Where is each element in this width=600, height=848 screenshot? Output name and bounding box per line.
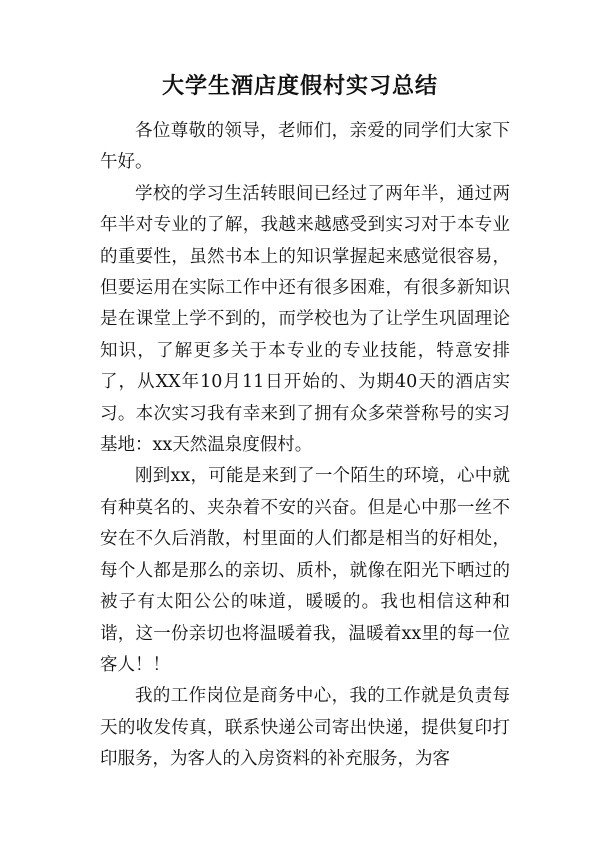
paragraph-introduction: 学校的学习生活转眼间已经过了两年半，通过两年半对专业的了解，我越来越感受到实习对于本专业的重要性，虽然书本上的知识掌握起来感觉很容易，但要运用在实际工作中还有很多困难，有很多新知识是在课堂上学不到的，而学校也为了让学生巩固理论知识，了解更多关于本专业的专业技能，特意安排了，从XX年10月11日开始的、为期40天的酒店实习。本次实习我有幸来到了拥有众多荣誉称号的实习基地：xx天然温泉度假村。 — [100, 183, 510, 456]
paragraph-greeting: 各位尊敬的领导，老师们，亲爱的同学们大家下午好。 — [100, 121, 510, 173]
document-title: 大学生酒店度假村实习总结 — [161, 74, 438, 99]
paragraph-job-duties: 我的工作岗位是商务中心，我的工作就是负责每天的收发传真，联系快递公司寄出快递，提供复印打印服务，为客人的入房资料的补充服务，为客 — [100, 686, 510, 770]
paragraph-arrival: 刚到xx，可能是来到了一个陌生的环境，心中就有种莫名的、夹杂着不安的兴奋。但是心中那一丝不安在不久后消散，村里面的人们都是相当的好相处，每个人都是那么的亲切、质朴，就像在阳光下晒过的被子有太阳公公的味道，暖暖的。我也相信这种和谐，这一份亲切也将温暖着我，温暖着xx里的每一位客人！！ — [100, 466, 510, 675]
document-body — [100, 116, 510, 776]
